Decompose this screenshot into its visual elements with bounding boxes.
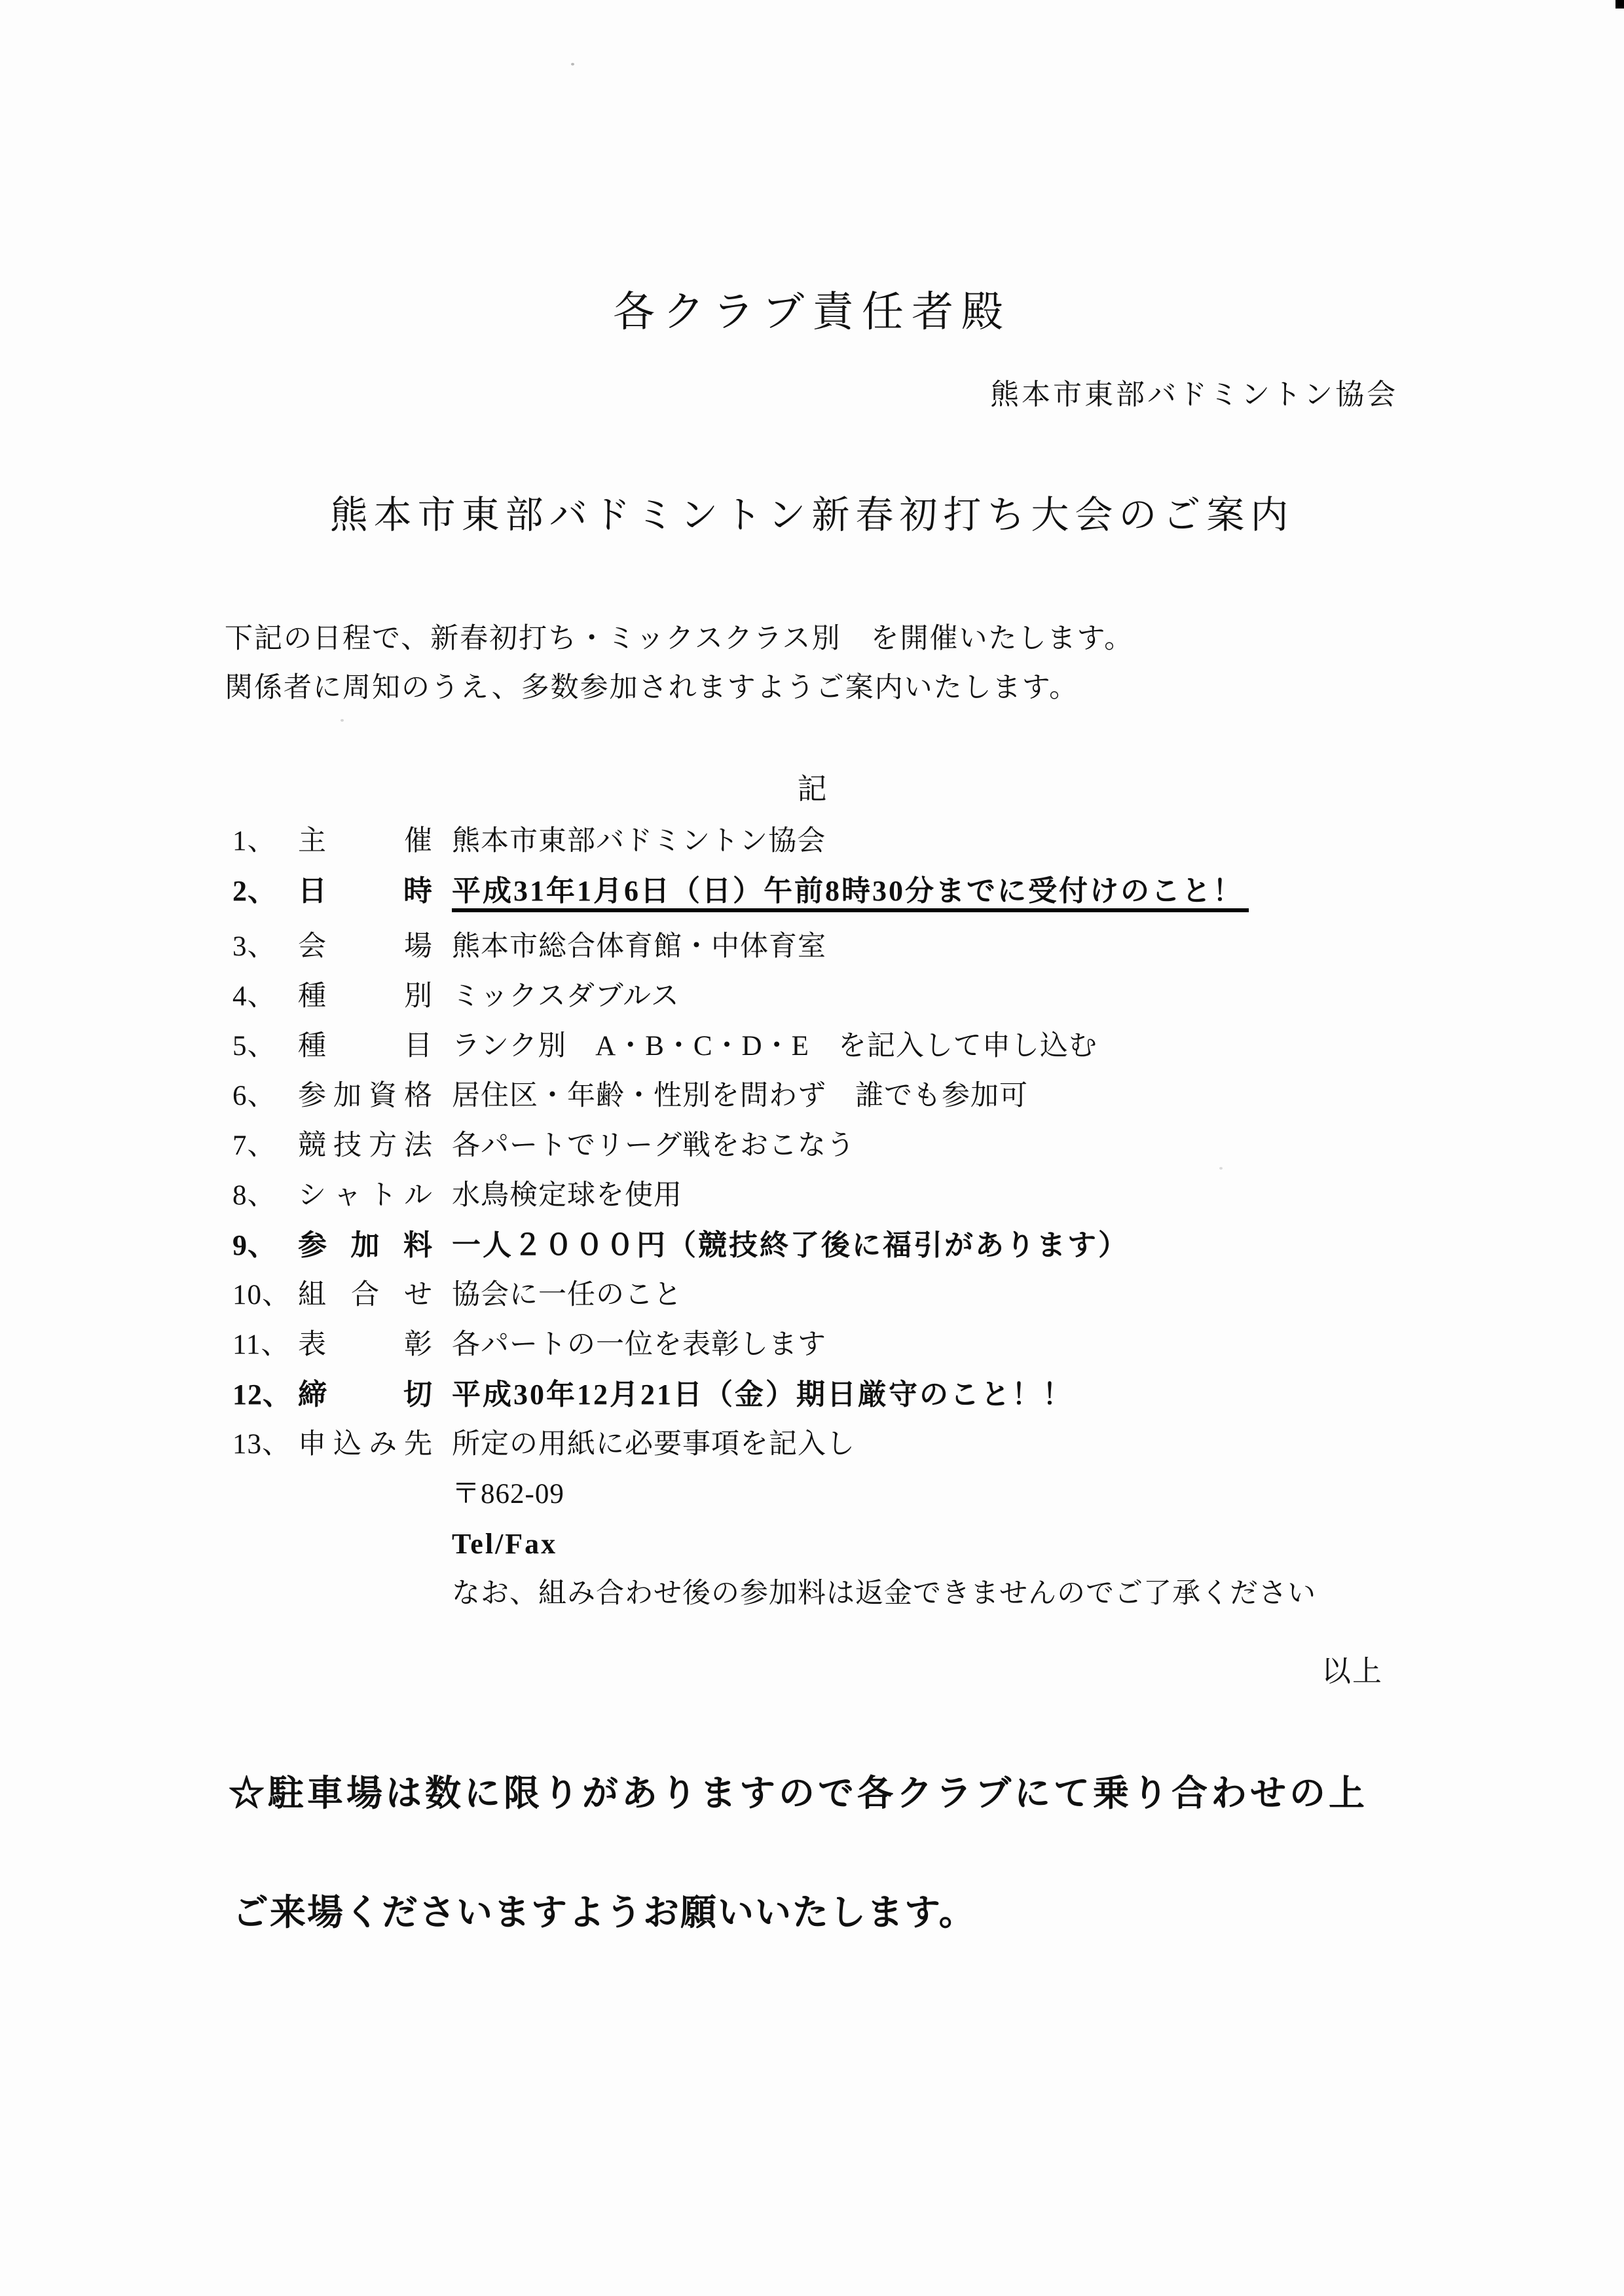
item-number: 12、 [232,1379,292,1411]
item-number: 11、 [232,1329,290,1360]
item-content: 各パートでリーグ戦をおこなう [452,1130,855,1161]
list-item [232,1031,1604,1062]
item-content: 平成30年12月21日（金）期日厳守のこと！！ [452,1379,1073,1411]
scan-artifact-corner [1615,0,1624,9]
list-item [232,1280,1604,1310]
item-content: 熊本市東部バドミントン協会 [452,826,826,857]
item-content: 各パートの一位を表彰します [452,1329,826,1360]
item-label: 締 切 [298,1379,432,1411]
item-number: 5、 [232,1031,276,1062]
item-number: 8、 [232,1180,276,1211]
item-number: 9、 [232,1229,277,1261]
item-content: 居住区・年齢・性別を問わず 誰でも参加可 [452,1081,1028,1111]
item-content: ミックスダブルス [452,981,680,1012]
item-content: 熊本市総合体育館・中体育室 [452,931,826,962]
list-item [232,1181,1604,1211]
ki-marker: 記 [797,773,827,805]
list-item [232,1131,1604,1161]
intro-line-2: 関係者に周知のうえ、多数参加されますようご案内いたします。 [225,673,1079,703]
item-number: 3、 [232,931,276,962]
closing-marker: 以上 [1321,1655,1383,1688]
list-item [232,1081,1604,1111]
item-label: 主 催 [298,826,432,857]
item-label: 参 加 資 格 [298,1081,432,1111]
scan-speck [341,719,344,722]
list-item [232,876,1604,912]
organization-name: 熊本市東部バドミントン協会 [990,379,1399,411]
item-label: 表 彰 [298,1329,432,1360]
list-item [232,1529,1604,1559]
document-heading: 熊本市東部バドミントン新春初打ち大会のご案内 [329,494,1295,536]
item-label: 種 目 [298,1031,432,1062]
item-label: 申 込 み 先 [298,1429,432,1460]
addressee-title: 各クラブ責任者殿 [613,289,1011,335]
item-number: 10、 [232,1280,291,1310]
item-content: 一人２０００円（競技終了後に福引があります） [452,1229,1129,1261]
item-label: 種 別 [298,981,432,1012]
item-label: 競 技 方 法 [298,1130,432,1161]
item-number: 7、 [232,1130,276,1161]
item-number: 13、 [232,1429,291,1460]
list-item [232,1479,1604,1509]
item-content: ランク別 A・B・C・D・E を記入して申し込む [452,1031,1098,1062]
item-content: 平成31年1月6日（日）午前8時30分までに受付けのこと！ [452,876,1249,912]
list-item [232,982,1604,1012]
item-number: 1、 [232,826,276,857]
notice-list [232,826,1604,1629]
item-content: 協会に一任のこと [452,1280,682,1310]
list-item [232,826,1604,857]
item-number: 4、 [232,981,276,1012]
item-label: シ ャ ト ル [298,1180,432,1211]
item-label: 組 合 せ [298,1280,432,1310]
item-content: 所定の用紙に必要事項を記入し [452,1429,855,1460]
item-content: Tel/Fax [452,1528,558,1560]
list-item [232,1579,1604,1609]
list-item [232,932,1604,962]
item-number: 2、 [232,875,277,907]
parking-note-line-1: ☆駐車場は数に限りがありますので各クラブにて乗り合わせの上 [229,1773,1369,1813]
intro-line-1: 下記の日程で、新春初打ち・ミックスクラス別 を開催いたします。 [225,623,1134,654]
list-item [232,1330,1604,1360]
list-item [232,1380,1604,1410]
list-item [232,1231,1604,1261]
parking-note-line-2: ご来場くださいますようお願いいたします。 [232,1893,976,1933]
item-content: 〒862-09 [452,1479,564,1509]
item-number: 6、 [232,1081,276,1111]
scan-speck [571,63,574,65]
item-label: 会 場 [298,931,432,962]
item-label: 日 時 [298,875,432,907]
item-label: 参 加 料 [298,1229,432,1261]
item-content: なお、組み合わせ後の参加料は返金できませんのでご了承ください [452,1578,1316,1609]
list-item [232,1430,1604,1460]
item-content: 水鳥検定球を使用 [452,1180,682,1211]
